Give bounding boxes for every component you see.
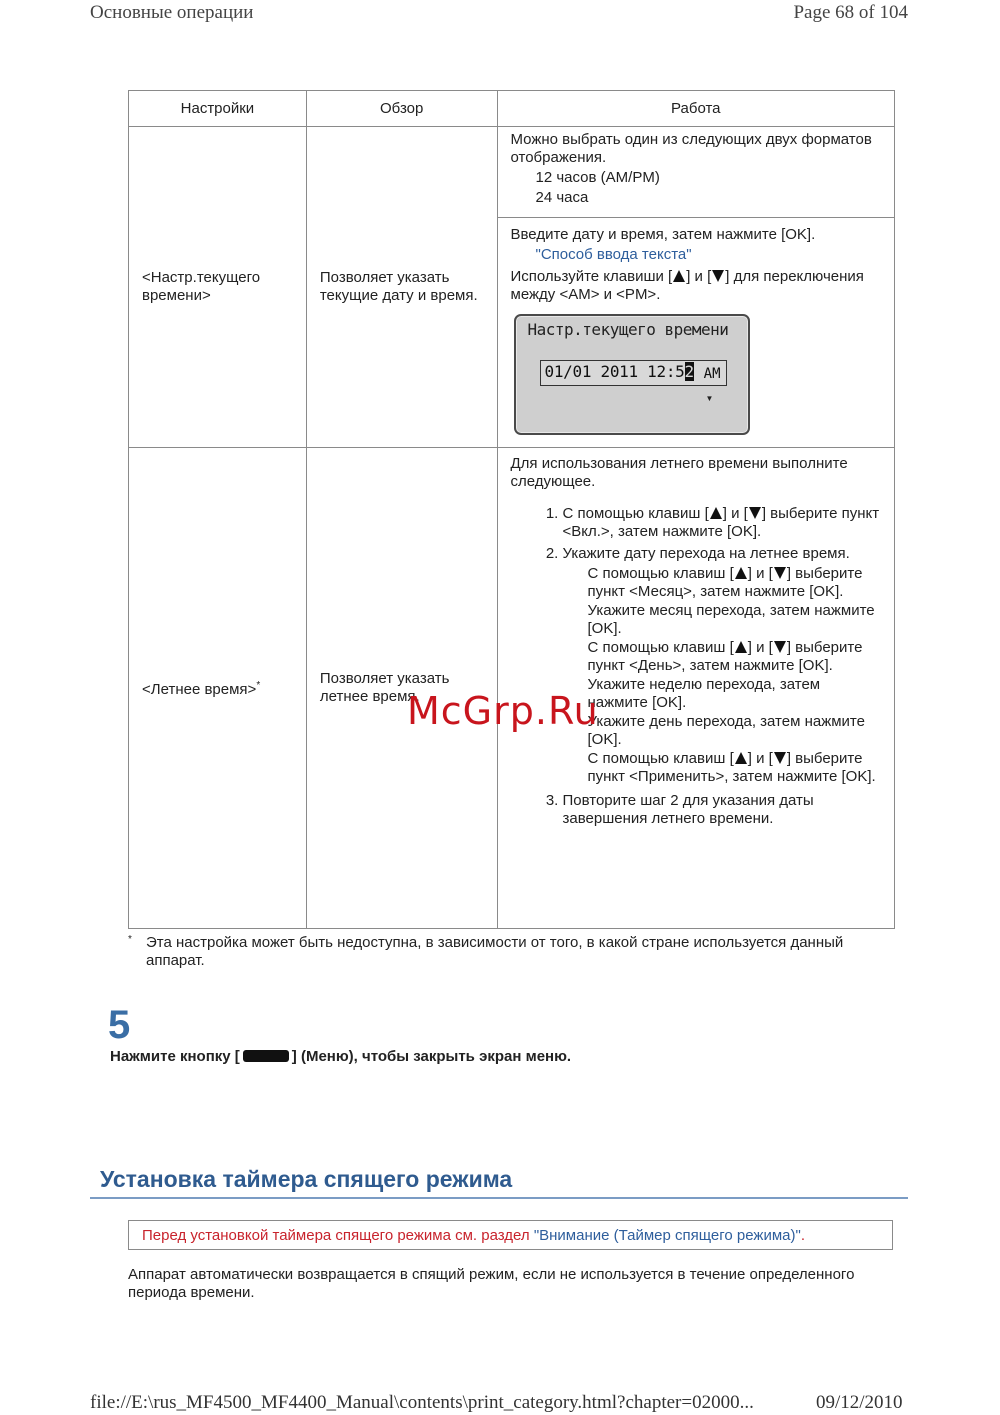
- table-header-row: [129, 91, 895, 127]
- down-arrow-key-icon: [773, 566, 787, 580]
- sub-step: С помощью клавиш [ ] и [ ] выберите пункт <Месяц>, затем нажмите [OK].: [587, 565, 863, 600]
- column-header: Обзор: [306, 91, 497, 127]
- format-option-12h: 12 часов (AM/PM): [535, 169, 660, 186]
- setting-name-cell: <Летнее время>*: [129, 448, 307, 929]
- up-arrow-key-icon: [709, 506, 723, 520]
- work-cell: [497, 448, 895, 929]
- section-body-text: Аппарат автоматически возвращается в спящий режим, если не используется в течение определенного периода времени.: [128, 1266, 855, 1301]
- up-arrow-key-icon: [734, 751, 748, 765]
- up-arrow-key-icon: [734, 640, 748, 654]
- sub-step: Укажите неделю перехода, затем нажмите [OK].: [587, 676, 821, 711]
- lcd-ampm: AM: [703, 366, 721, 382]
- up-arrow-key-icon: [734, 566, 748, 580]
- page-header-pagenum: Page 68 of 104: [793, 2, 908, 23]
- sub-step: Укажите месяц перехода, затем нажмите [OK].: [587, 602, 875, 637]
- format-intro: Можно выбрать один из следующих двух форматов отображения.: [510, 131, 872, 166]
- sleep-timer-caution-link[interactable]: "Внимание (Таймер спящего режима)": [533, 1227, 801, 1244]
- down-arrow-key-icon: [748, 506, 762, 520]
- down-arrow-key-icon: [773, 751, 787, 765]
- ampm-instruction: Используйте клавиши [ ] и [ ] для переключения между <AM> и <PM>.: [510, 268, 864, 303]
- section-title: Установка таймера спящего режима: [100, 1166, 513, 1192]
- work-cell: [497, 218, 895, 448]
- notice-text: Перед установкой таймера спящего режима см. раздел: [142, 1227, 534, 1244]
- page-footer-date: 09/12/2010: [816, 1392, 903, 1413]
- footnote-text: Эта настройка может быть недоступна, в зависимости от того, в какой стране используется данный аппарат.: [146, 934, 844, 969]
- lcd-title: Настр.текущего времени: [527, 320, 729, 339]
- table-row: [129, 448, 895, 929]
- dst-intro: Для использования летнего времени выполните следующее.: [510, 455, 848, 490]
- footnote-mark: *: [256, 680, 261, 691]
- page-footer-path: file://E:\rus_MF4500_MF4400_Manual\contents\print_category.html?chapter=02000...: [90, 1392, 754, 1413]
- footnote-mark: *: [128, 934, 132, 945]
- settings-table: [128, 90, 895, 929]
- lcd-datetime-field: [540, 360, 727, 386]
- dst-steps-list: [511, 505, 882, 828]
- step-number: 5: [108, 1003, 131, 1047]
- sub-step: Укажите день перехода, затем нажмите [OK].: [587, 713, 865, 748]
- lcd-screen-illustration: [514, 314, 750, 435]
- column-header: Работа: [497, 91, 895, 127]
- overview-cell: Позволяет указать текущие дату и время.: [306, 127, 497, 448]
- list-item: 2. Укажите дату перехода на летнее время. С помощью клавиш [ ] и [ ] выберите пункт <Месяц>, затем нажмите [OK]. Укажите месяц перехода, затем нажмите [OK]. С помощью клавиш [ ] и [ ] выберите пункт <День>, затем нажмите [OK]. Укажите неделю перехода, затем нажмите [OK]. Укажите день перехода, затем нажмите [OK]. С помощью клавиш [ ] и [ ] выберите пункт <Применить>, затем нажмите [OK].: [563, 545, 882, 786]
- column-header: Настройки: [129, 91, 307, 127]
- list-item: 3. Повторите шаг 2 для указания даты завершения летнего времени.: [563, 792, 882, 828]
- format-option-24h: 24 часа: [535, 189, 589, 206]
- text-input-method-link[interactable]: "Способ ввода текста": [535, 246, 692, 263]
- list-item: 1. С помощью клавиш [ ] и [ ] выберите пункт <Вкл.>, затем нажмите [OK].: [563, 505, 882, 541]
- menu-key-icon: [243, 1050, 289, 1062]
- lcd-cursor: 2: [684, 362, 694, 381]
- lcd-down-arrow-icon: ▼: [705, 394, 714, 403]
- table-row: [129, 127, 895, 218]
- enter-datetime-text: Введите дату и время, затем нажмите [OK].: [510, 226, 816, 243]
- watermark-logo: McGrp.Ru: [407, 689, 599, 733]
- sub-step: С помощью клавиш [ ] и [ ] выберите пункт <День>, затем нажмите [OK].: [587, 639, 863, 674]
- overview-cell: Позволяет указать летнее время.: [306, 448, 497, 929]
- work-cell: [497, 127, 895, 218]
- notice-box: Перед установкой таймера спящего режима см. раздел "Внимание (Таймер спящего режима)".: [128, 1220, 893, 1250]
- page-header-title: Основные операции: [90, 2, 254, 23]
- sub-steps: [563, 565, 882, 786]
- down-arrow-key-icon: [711, 269, 725, 283]
- sub-step: С помощью клавиш [ ] и [ ] выберите пункт <Применить>, затем нажмите [OK].: [587, 750, 876, 785]
- up-arrow-key-icon: [672, 269, 686, 283]
- setting-name-cell: <Настр.текущего времени>: [129, 127, 307, 448]
- lcd-date-text: 01/01 2011 12:52: [544, 362, 694, 381]
- down-arrow-key-icon: [773, 640, 787, 654]
- section-divider: [90, 1197, 908, 1199]
- step-instruction: Нажмите кнопку [ ] (Меню), чтобы закрыть экран меню.: [110, 1048, 572, 1065]
